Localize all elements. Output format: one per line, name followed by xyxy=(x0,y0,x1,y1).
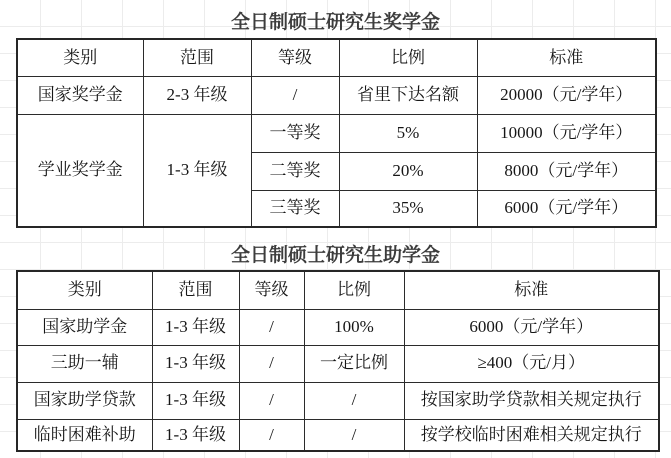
cell-standard: 20000（元/学年） xyxy=(477,76,656,114)
table-row xyxy=(17,382,659,419)
header-scope: 范围 xyxy=(152,271,239,309)
cell-grade: / xyxy=(239,309,304,345)
table-row xyxy=(17,419,659,451)
header-category: 类别 xyxy=(17,39,143,76)
header-category: 类别 xyxy=(17,271,152,309)
header-standard: 标准 xyxy=(477,39,656,76)
cell-standard: 6000（元/学年） xyxy=(404,309,659,345)
cell-ratio: 20% xyxy=(339,152,477,190)
cell-scope: 1-3 年级 xyxy=(143,114,251,227)
cell-grade: 一等奖 xyxy=(251,114,339,152)
cell-standard: 8000（元/学年） xyxy=(477,152,656,190)
cell-standard: 10000（元/学年） xyxy=(477,114,656,152)
header-grade: 等级 xyxy=(251,39,339,76)
cell-standard: ≥400（元/月） xyxy=(404,345,659,382)
cell-scope: 1-3 年级 xyxy=(152,382,239,419)
cell-standard: 按学校临时困难相关规定执行 xyxy=(404,419,659,451)
header-scope: 范围 xyxy=(143,39,251,76)
stipend-table-title: 全日制硕士研究生助学金 xyxy=(230,245,440,266)
header-grade: 等级 xyxy=(239,271,304,309)
cell-ratio: / xyxy=(304,419,404,451)
table-row xyxy=(17,76,656,114)
header-ratio: 比例 xyxy=(304,271,404,309)
cell-standard: 按国家助学贷款相关规定执行 xyxy=(404,382,659,419)
cell-category: 国家助学贷款 xyxy=(17,382,152,419)
cell-ratio: 35% xyxy=(339,190,477,227)
cell-ratio: / xyxy=(304,382,404,419)
scholarship-table-title: 全日制硕士研究生奖学金 xyxy=(230,12,440,33)
cell-grade: / xyxy=(239,382,304,419)
cell-grade: / xyxy=(239,345,304,382)
cell-scope: 1-3 年级 xyxy=(152,345,239,382)
cell-category: 国家奖学金 xyxy=(17,76,143,114)
cell-ratio: 省里下达名额 xyxy=(339,76,477,114)
cell-ratio: 5% xyxy=(339,114,477,152)
scholarship-table xyxy=(16,38,657,228)
cell-scope: 1-3 年级 xyxy=(152,309,239,345)
cell-grade: 二等奖 xyxy=(251,152,339,190)
cell-category: 三助一辅 xyxy=(17,345,152,382)
cell-scope: 1-3 年级 xyxy=(152,419,239,451)
cell-standard: 6000（元/学年） xyxy=(477,190,656,227)
table-row xyxy=(17,309,659,345)
cell-grade: 三等奖 xyxy=(251,190,339,227)
cell-category: 国家助学金 xyxy=(17,309,152,345)
table-row xyxy=(17,345,659,382)
header-ratio: 比例 xyxy=(339,39,477,76)
cell-scope: 2-3 年级 xyxy=(143,76,251,114)
cell-grade: / xyxy=(239,419,304,451)
table-row xyxy=(17,114,656,152)
cell-category: 学业奖学金 xyxy=(17,114,143,227)
cell-ratio: 100% xyxy=(304,309,404,345)
stipend-table xyxy=(16,270,660,452)
header-standard: 标准 xyxy=(404,271,659,309)
header-row xyxy=(17,271,659,309)
cell-category: 临时困难补助 xyxy=(17,419,152,451)
header-row xyxy=(17,39,656,76)
cell-grade: / xyxy=(251,76,339,114)
cell-ratio: 一定比例 xyxy=(304,345,404,382)
